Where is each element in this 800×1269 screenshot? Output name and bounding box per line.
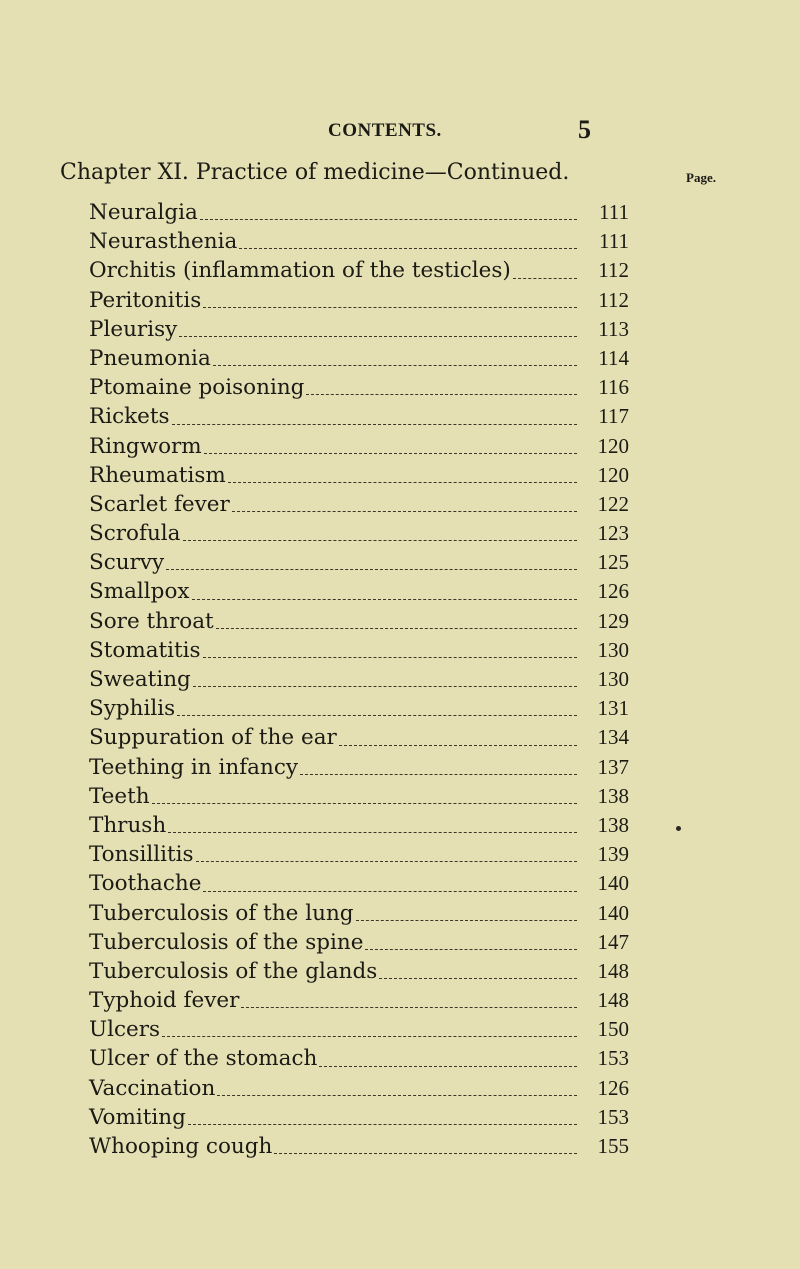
contents-entry [89, 256, 629, 285]
contents-entry [89, 869, 629, 898]
dot-leader [203, 656, 577, 658]
contents-entry [89, 519, 629, 548]
entry-title: Vomiting [89, 1104, 186, 1130]
dot-leader [179, 335, 577, 337]
entry-title: Sweating [89, 667, 191, 692]
dot-leader [177, 714, 577, 716]
entry-title: Scurvy [89, 550, 165, 576]
contents-entry [89, 461, 629, 490]
entry-page-number: 120 [597, 433, 629, 458]
contents-entry [89, 344, 629, 373]
contents-entry [89, 490, 629, 519]
entry-title: Suppuration of the ear [89, 725, 337, 751]
entry-title: Ulcers [89, 1017, 161, 1043]
entry-title: Neurasthenia [89, 229, 238, 255]
dot-leader [188, 1123, 577, 1125]
dot-leader [193, 685, 577, 687]
running-title: CONTENTS. [328, 120, 442, 141]
entry-title: Pneumonia [89, 345, 211, 371]
contents-entry [89, 1074, 629, 1103]
dot-leader [166, 568, 577, 570]
entry-title: Stomatitis [89, 637, 201, 663]
entry-page-number: 131 [597, 696, 629, 721]
dot-leader [356, 919, 577, 921]
entry-page-number: 129 [597, 608, 629, 633]
dot-leader [203, 890, 577, 892]
entry-title: Ringworm [89, 433, 202, 459]
contents-entry [89, 548, 629, 577]
contents-entry [89, 373, 629, 402]
dot-leader [228, 481, 577, 483]
entry-title: Whooping cough [89, 1134, 273, 1159]
contents-entry [89, 840, 629, 869]
contents-entry [89, 928, 629, 957]
dot-leader [196, 860, 577, 862]
entry-page-number: 114 [598, 345, 629, 370]
contents-entry [89, 957, 629, 986]
dot-leader [217, 1094, 577, 1096]
dot-leader [241, 1006, 577, 1008]
contents-entry [89, 899, 629, 928]
entry-page-number: 126 [597, 1075, 629, 1100]
ink-speck [676, 826, 681, 831]
dot-leader [192, 598, 577, 600]
contents-entry [89, 198, 629, 227]
entry-page-number: 125 [597, 550, 629, 575]
entry-page-number: 113 [598, 316, 629, 341]
dot-leader [339, 744, 577, 746]
entry-page-number: 120 [597, 462, 629, 487]
entry-page-number: 150 [597, 1017, 629, 1042]
contents-entry [89, 315, 629, 344]
contents-entry [89, 782, 629, 811]
dot-leader [379, 977, 577, 979]
entry-title: Typhoid fever [89, 988, 240, 1014]
entry-page-number: 137 [597, 754, 629, 779]
entry-page-number: 148 [597, 988, 629, 1013]
dot-leader [513, 277, 577, 279]
contents-entry [89, 577, 629, 606]
dot-leader [183, 539, 578, 541]
contents-entry [89, 723, 629, 752]
chapter-heading [60, 160, 720, 192]
dot-leader [232, 510, 577, 512]
contents-entry [89, 753, 629, 782]
contents-entry [89, 607, 629, 636]
dot-leader [172, 423, 577, 425]
entry-page-number: 153 [597, 1104, 629, 1129]
entry-page-number: 130 [597, 637, 629, 662]
entry-title: Scarlet fever [89, 491, 230, 517]
entry-title: Thrush [89, 812, 167, 838]
contents-entry [89, 665, 629, 694]
entry-title: Tuberculosis of the glands [89, 958, 378, 984]
contents-list [89, 198, 629, 1161]
dot-leader [274, 1152, 577, 1154]
entry-page-number: 147 [597, 929, 629, 954]
dot-leader [162, 1035, 577, 1037]
entry-title: Teeth [89, 783, 150, 809]
contents-entry [89, 694, 629, 723]
entry-title: Toothache [89, 871, 202, 897]
dot-leader [203, 306, 577, 308]
entry-title: Scrofula [89, 521, 181, 547]
entry-title: Syphilis [89, 696, 176, 722]
entry-title: Vaccination [89, 1075, 216, 1101]
contents-entry [89, 986, 629, 1015]
running-header [0, 115, 800, 150]
entry-page-number: 116 [598, 375, 629, 400]
entry-title: Ptomaine poisoning [89, 375, 305, 401]
entry-page-number: 138 [597, 783, 629, 808]
contents-entry [89, 432, 629, 461]
dot-leader [216, 627, 577, 629]
dot-leader [213, 364, 577, 366]
contents-entry [89, 1103, 629, 1132]
entry-title: Ulcer of the stomach [89, 1046, 318, 1072]
entry-page-number: 140 [597, 900, 629, 925]
entry-page-number: 117 [598, 404, 629, 429]
entry-page-number: 134 [597, 725, 629, 750]
contents-entry [89, 636, 629, 665]
entry-page-number: 112 [598, 258, 629, 283]
entry-page-number: 139 [597, 842, 629, 867]
dot-leader [319, 1065, 577, 1067]
entry-page-number: 153 [597, 1046, 629, 1071]
entry-title: Orchitis (inflammation of the testicles) [89, 258, 511, 284]
page-number: 5 [578, 115, 591, 144]
entry-page-number: 140 [597, 871, 629, 896]
entry-title: Tuberculosis of the lung [89, 900, 354, 926]
entry-page-number: 155 [597, 1134, 629, 1158]
entry-page-number: 130 [597, 667, 629, 691]
dot-leader [239, 247, 577, 249]
entry-page-number: 111 [599, 229, 629, 254]
entry-title: Sore throat [89, 608, 214, 634]
entry-title: Pleurisy [89, 316, 178, 342]
page-column-label: Page. [686, 170, 716, 185]
entry-title: Teething in infancy [89, 754, 299, 780]
dot-leader [168, 831, 577, 833]
dot-leader [365, 948, 577, 950]
entry-page-number: 126 [597, 579, 629, 604]
chapter-title: Chapter XI. Practice of medicine—Continued. [60, 160, 570, 185]
contents-entry [89, 1132, 629, 1161]
contents-entry [89, 227, 629, 256]
entry-title: Smallpox [89, 579, 190, 605]
contents-entry [89, 402, 629, 431]
entry-title: Neuralgia [89, 200, 198, 225]
dot-leader [200, 218, 577, 220]
contents-entry [89, 1044, 629, 1073]
contents-entry [89, 811, 629, 840]
entry-title: Rheumatism [89, 462, 226, 488]
entry-page-number: 111 [599, 200, 629, 224]
dot-leader [300, 773, 577, 775]
contents-entry [89, 286, 629, 315]
entry-title: Tonsillitis [89, 842, 194, 868]
entry-page-number: 112 [598, 287, 629, 312]
entry-title: Tuberculosis of the spine [89, 929, 364, 955]
entry-page-number: 138 [597, 812, 629, 837]
contents-entry [89, 1015, 629, 1044]
entry-title: Peritonitis [89, 287, 202, 313]
entry-page-number: 122 [597, 491, 629, 516]
entry-title: Rickets [89, 404, 170, 430]
dot-leader [152, 802, 577, 804]
dot-leader [204, 452, 577, 454]
entry-page-number: 148 [597, 958, 629, 983]
dot-leader [306, 393, 577, 395]
entry-page-number: 123 [597, 521, 629, 546]
